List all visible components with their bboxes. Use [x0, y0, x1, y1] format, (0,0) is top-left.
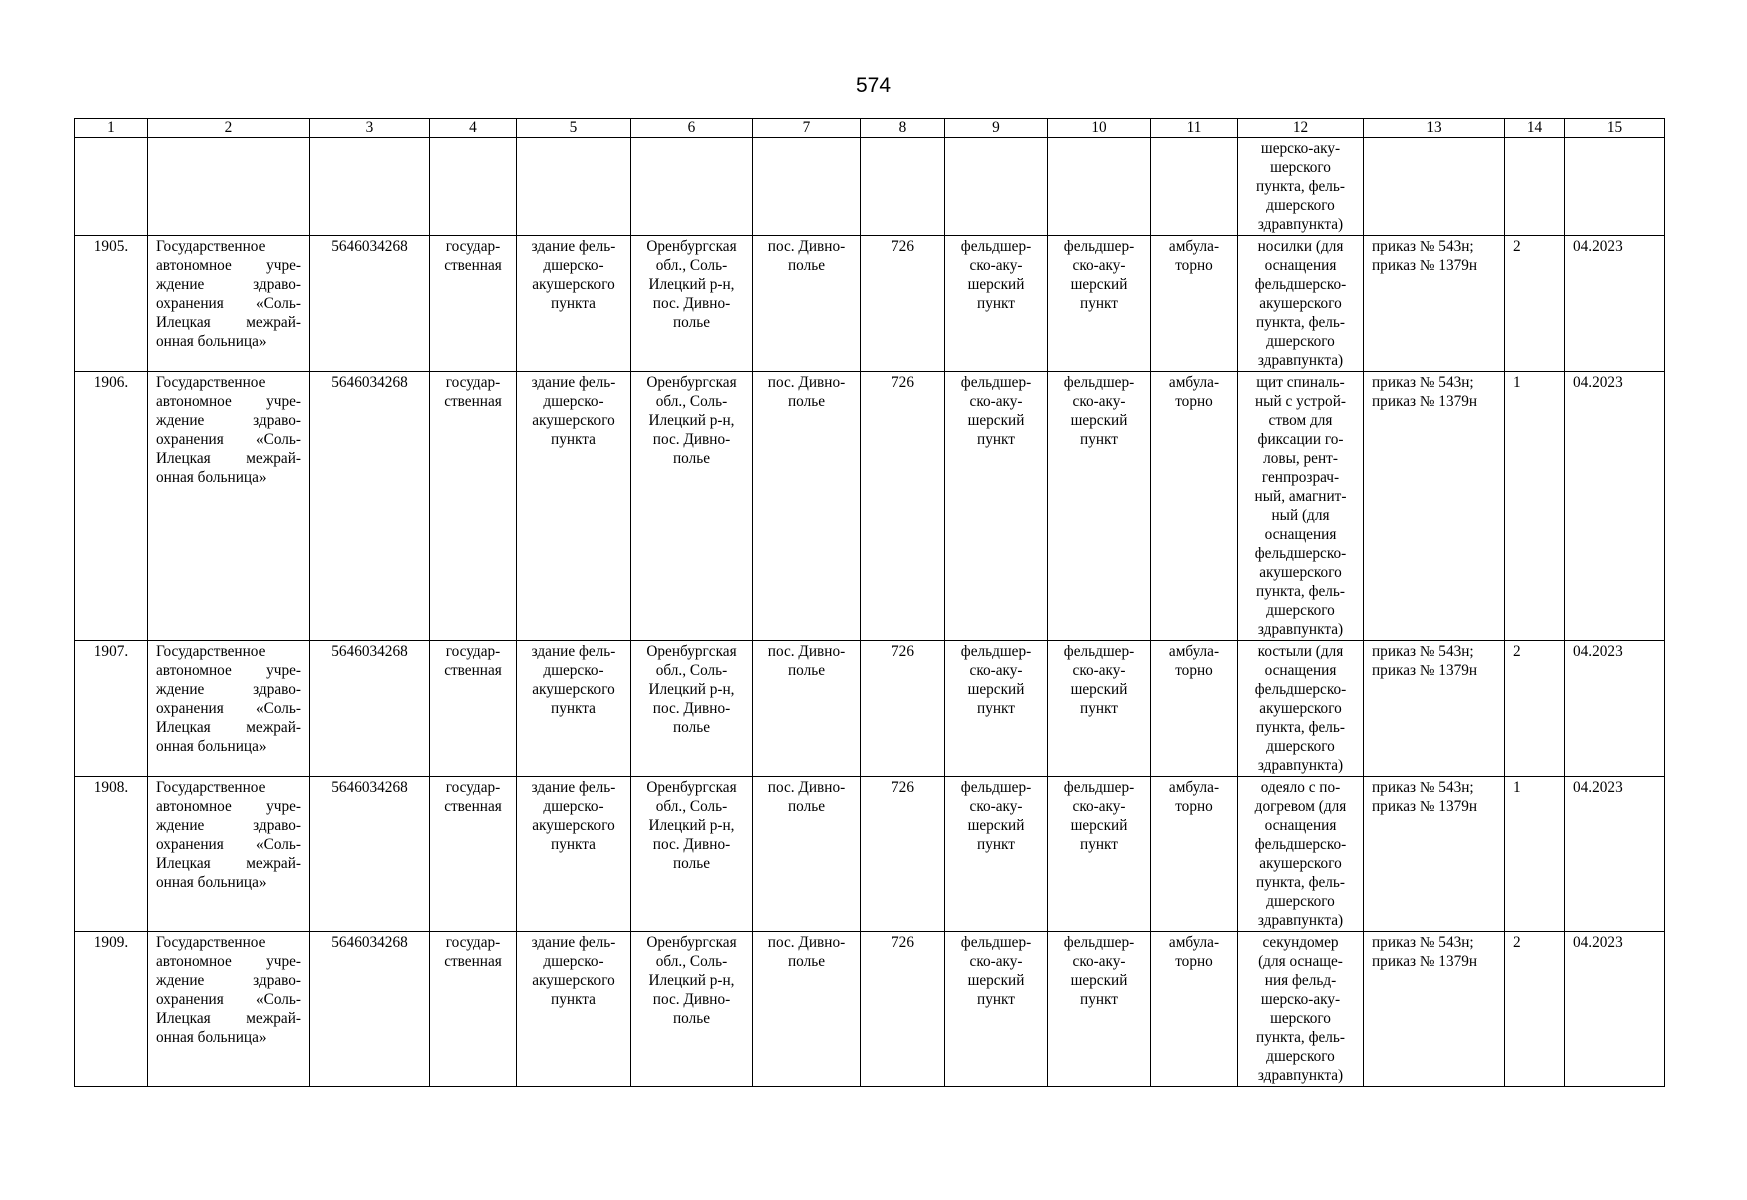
- settlement-cell: пос. Дивно- полье: [753, 777, 861, 932]
- order-cell: приказ № 543н; приказ № 1379н: [1364, 777, 1505, 932]
- equipment-cell: щит спиналь- ный с устрой- ством для фиксации го- ловы, рент- генпрозрач- ный, амагнит- ный (для оснащения фельдшерско- акушерского пункта, фель- дшерского здравпункта): [1238, 372, 1364, 641]
- code-cell: 726: [861, 236, 945, 372]
- table-row: [75, 372, 1665, 641]
- facility-subtype-cell: фельдшер- ско-аку- шерский пункт: [1048, 372, 1151, 641]
- column-header: 10: [1048, 119, 1151, 138]
- settlement-cell: пос. Дивно- полье: [753, 236, 861, 372]
- building-cell: здание фель- дшерско- акушерского пункта: [517, 236, 631, 372]
- ownership-cell: государ- ственная: [430, 932, 517, 1087]
- facility-type-cell: фельдшер- ско-аку- шерский пункт: [945, 236, 1048, 372]
- equipment-cell: шерско-аку- шерского пункта, фель- дшерского здравпункта): [1238, 138, 1364, 236]
- organization-name: Государственное автономное учре-ждение здраво-охранения «Соль-Илецкая межрай-онная больница»: [148, 236, 310, 372]
- organization-name: Государственное автономное учре-ждение здраво-охранения «Соль-Илецкая межрай-онная больница»: [148, 777, 310, 932]
- code-cell: 726: [861, 777, 945, 932]
- table-row: [75, 932, 1665, 1087]
- quantity-cell: 2: [1505, 236, 1565, 372]
- column-header: 8: [861, 119, 945, 138]
- organization-name: Государственное автономное учре-ждение здраво-охранения «Соль-Илецкая межрай-онная больница»: [148, 641, 310, 777]
- settlement-cell: пос. Дивно- полье: [753, 372, 861, 641]
- address-cell: Оренбургская обл., Соль- Илецкий р-н, пос. Дивно- полье: [631, 236, 753, 372]
- quantity-cell: 1: [1505, 372, 1565, 641]
- row-number: 1905.: [75, 236, 148, 372]
- ownership-cell: государ- ственная: [430, 372, 517, 641]
- column-header: 5: [517, 119, 631, 138]
- row-number: 1907.: [75, 641, 148, 777]
- inn-cell: 5646034268: [310, 641, 430, 777]
- order-cell: приказ № 543н; приказ № 1379н: [1364, 641, 1505, 777]
- facility-subtype-cell: фельдшер- ско-аку- шерский пункт: [1048, 932, 1151, 1087]
- column-header: 12: [1238, 119, 1364, 138]
- quantity-cell: 2: [1505, 932, 1565, 1087]
- organization-name: Государственное автономное учре-ждение здраво-охранения «Соль-Илецкая межрай-онная больница»: [148, 372, 310, 641]
- column-header: 15: [1565, 119, 1665, 138]
- column-header: 7: [753, 119, 861, 138]
- building-cell: здание фель- дшерско- акушерского пункта: [517, 932, 631, 1087]
- care-form-cell: амбула- торно: [1151, 641, 1238, 777]
- facility-type-cell: фельдшер- ско-аку- шерский пункт: [945, 372, 1048, 641]
- date-cell: 04.2023: [1565, 932, 1665, 1087]
- continuation-row: [75, 138, 1665, 236]
- column-header: 9: [945, 119, 1048, 138]
- column-header: 14: [1505, 119, 1565, 138]
- care-form-cell: амбула- торно: [1151, 372, 1238, 641]
- inn-cell: 5646034268: [310, 932, 430, 1087]
- equipment-cell: носилки (для оснащения фельдшерско- акушерского пункта, фель- дшерского здравпункта): [1238, 236, 1364, 372]
- address-cell: Оренбургская обл., Соль- Илецкий р-н, пос. Дивно- полье: [631, 777, 753, 932]
- row-number: 1908.: [75, 777, 148, 932]
- ownership-cell: государ- ственная: [430, 641, 517, 777]
- facility-subtype-cell: фельдшер- ско-аку- шерский пункт: [1048, 777, 1151, 932]
- table-row: [75, 641, 1665, 777]
- column-header: 2: [148, 119, 310, 138]
- facility-type-cell: фельдшер- ско-аку- шерский пункт: [945, 932, 1048, 1087]
- table-row: [75, 236, 1665, 372]
- registry-table: [74, 118, 1665, 1087]
- facility-type-cell: фельдшер- ско-аку- шерский пункт: [945, 777, 1048, 932]
- date-cell: 04.2023: [1565, 641, 1665, 777]
- equipment-cell: секундомер (для оснаще- ния фельд- шерско-аку- шерского пункта, фель- дшерского здравпункта): [1238, 932, 1364, 1087]
- page-number: 574: [855, 74, 892, 97]
- facility-subtype-cell: фельдшер- ско-аку- шерский пункт: [1048, 236, 1151, 372]
- settlement-cell: пос. Дивно- полье: [753, 641, 861, 777]
- column-number-row: [75, 119, 1665, 138]
- row-number: 1906.: [75, 372, 148, 641]
- column-header: 3: [310, 119, 430, 138]
- ownership-cell: государ- ственная: [430, 777, 517, 932]
- order-cell: приказ № 543н; приказ № 1379н: [1364, 236, 1505, 372]
- building-cell: здание фель- дшерско- акушерского пункта: [517, 372, 631, 641]
- care-form-cell: амбула- торно: [1151, 932, 1238, 1087]
- date-cell: 04.2023: [1565, 236, 1665, 372]
- quantity-cell: 1: [1505, 777, 1565, 932]
- address-cell: Оренбургская обл., Соль- Илецкий р-н, пос. Дивно- полье: [631, 641, 753, 777]
- column-header: 6: [631, 119, 753, 138]
- quantity-cell: 2: [1505, 641, 1565, 777]
- row-number: 1909.: [75, 932, 148, 1087]
- column-header: 11: [1151, 119, 1238, 138]
- inn-cell: 5646034268: [310, 777, 430, 932]
- care-form-cell: амбула- торно: [1151, 777, 1238, 932]
- column-header: 1: [75, 119, 148, 138]
- equipment-cell: костыли (для оснащения фельдшерско- акушерского пункта, фель- дшерского здравпункта): [1238, 641, 1364, 777]
- building-cell: здание фель- дшерско- акушерского пункта: [517, 777, 631, 932]
- address-cell: Оренбургская обл., Соль- Илецкий р-н, пос. Дивно- полье: [631, 932, 753, 1087]
- inn-cell: 5646034268: [310, 372, 430, 641]
- table-row: [75, 777, 1665, 932]
- ownership-cell: государ- ственная: [430, 236, 517, 372]
- facility-type-cell: фельдшер- ско-аку- шерский пункт: [945, 641, 1048, 777]
- building-cell: здание фель- дшерско- акушерского пункта: [517, 641, 631, 777]
- date-cell: 04.2023: [1565, 372, 1665, 641]
- code-cell: 726: [861, 372, 945, 641]
- equipment-cell: одеяло с по- догревом (для оснащения фельдшерско- акушерского пункта, фель- дшерского здравпункта): [1238, 777, 1364, 932]
- order-cell: приказ № 543н; приказ № 1379н: [1364, 372, 1505, 641]
- organization-name: Государственное автономное учре-ждение здраво-охранения «Соль-Илецкая межрай-онная больница»: [148, 932, 310, 1087]
- code-cell: 726: [861, 932, 945, 1087]
- address-cell: Оренбургская обл., Соль- Илецкий р-н, пос. Дивно- полье: [631, 372, 753, 641]
- settlement-cell: пос. Дивно- полье: [753, 932, 861, 1087]
- care-form-cell: амбула- торно: [1151, 236, 1238, 372]
- inn-cell: 5646034268: [310, 236, 430, 372]
- code-cell: 726: [861, 641, 945, 777]
- facility-subtype-cell: фельдшер- ско-аку- шерский пункт: [1048, 641, 1151, 777]
- column-header: 13: [1364, 119, 1505, 138]
- order-cell: приказ № 543н; приказ № 1379н: [1364, 932, 1505, 1087]
- date-cell: 04.2023: [1565, 777, 1665, 932]
- column-header: 4: [430, 119, 517, 138]
